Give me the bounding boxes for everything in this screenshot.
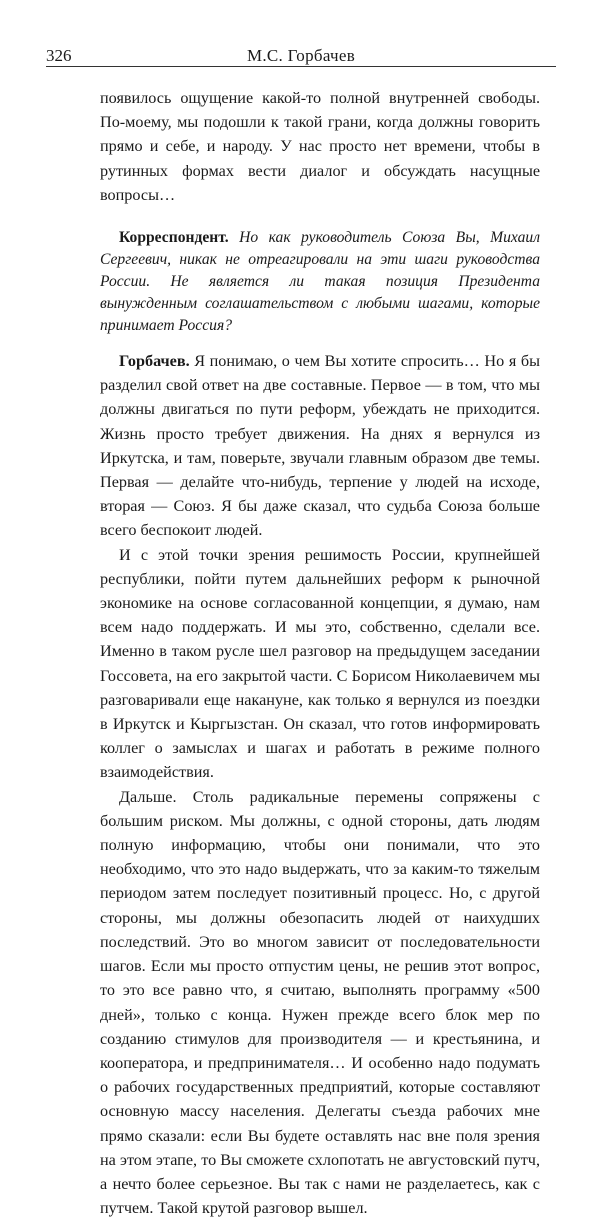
- header-rule: [46, 66, 556, 67]
- body-text: [100, 86, 540, 1220]
- answer-speaker: Горбачев.: [119, 352, 190, 371]
- question-paragraph: [100, 227, 540, 337]
- paragraph-russia: И с этой точки зрения решимость России, крупнейшей республики, пойти путем дальнейших реформ к рыночной экономике на основе согласованной концепции, я думаю, нам всем надо поддержать. И мы это, собственно, сделали все. Именно в таком русле шел разговор на предыдущем заседании Госсовета, на его закрытой части. С Борисом Николаевичем мы разговаривали еще накануне, как только я вернулся из поездки в Иркутск и Кыргызстан. Он сказал, что готов информировать коллег о замыслах и шагах и работать в режиме полного взаимодействия.: [100, 545, 540, 782]
- page-header: [46, 36, 556, 66]
- answer-text: Я понимаю, о чем Вы хотите спросить… Но я бы разделил свой ответ на две составные. Первое — в том, что мы должны двигаться по пути реформ, убеждать не приходится. Жизнь просто требует движения. На днях я вернулся из Иркутска, и там, поверьте, звучали главным образом две темы. Первая — делайте что-нибудь, терпение у людей на исходе, вторая — Союз. Я бы даже сказал, что судьба Союза больше всего беспокоит людей.: [100, 352, 540, 540]
- question-speaker: Корреспондент.: [119, 229, 229, 247]
- paragraph-further: Дальше. Столь радикальные перемены сопряжены с большим риском. Мы должны, с одной стороны, дать людям полную информацию, чтобы они понимали, что это необходимо, что это надо выдержать, что за каким-то тяжелым периодом затем последует позитивный процесс. Но, с другой стороны, мы должны обезопасить людей от наихудших последствий. Это во многом зависит от последовательности шагов. Если мы просто отпустим цены, не решив этот вопрос, то это все равно что, я считаю, выполнять программу «500 дней», только с конца. Нужен прежде всего блок мер по созданию стимулов для производителя — и крестьянина, и кооператора, и предпринимателя… И особенно надо подумать о рабочих государственных предприятий, которые составляют основную массу населения. Делегаты съезда рабочих мне прямо сказали: если Вы будете оставлять нас вне поля зрения на этом этапе, то Вы сможете схлопотать не августовский путч, а нечто более серьезное. Вы так с нами не разделаетесь, как с путчем. Такой крутой разговор вышел.: [100, 787, 540, 1218]
- page-number: 326: [46, 46, 72, 65]
- question-text: Но как руководитель Союза Вы, Михаил Сергеевич, никак не отреагировали на эти шаги руководства России. Не является ли такая позиция Президента вынужденным соглашательством с любыми шагами, которые принимает Россия?: [100, 229, 540, 335]
- paragraph-continuation: появилось ощущение какой-то полной внутренней свободы. По-моему, мы подошли к такой грани, когда должны говорить прямо и себе, и народу. У нас просто нет времени, чтобы в рутинных формах вести диалог и обсуждать насущные вопросы…: [100, 89, 540, 204]
- answer-paragraph: [100, 349, 540, 543]
- running-title: М.С. Горбачев: [246, 46, 356, 65]
